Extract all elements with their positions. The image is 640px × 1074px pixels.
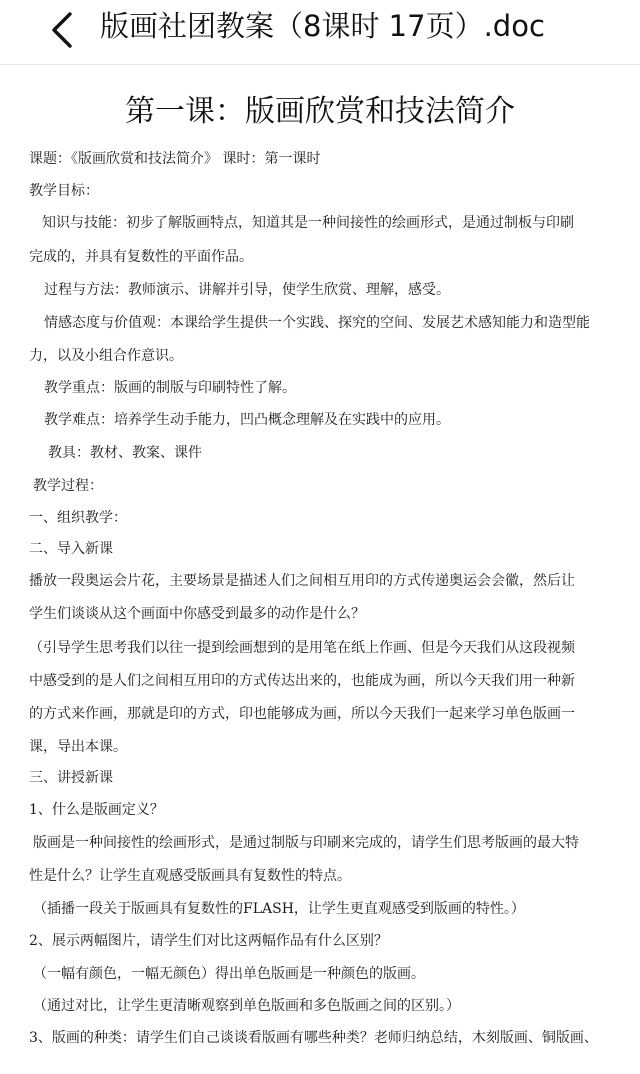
doc-line: 力，以及小组合作意识。	[29, 348, 183, 364]
document-page	[0, 66, 640, 1074]
doc-line: 三、讲授新课	[29, 770, 113, 786]
doc-line: 过程与方法：教师演示、讲解并引导，使学生欣赏、理解，感受。	[44, 282, 450, 298]
doc-line: 情感态度与价值观：本课给学生提供一个实践、探究的空间、发展艺术感知能力和造型能	[44, 315, 590, 331]
doc-line: 课，导出本课。	[29, 739, 127, 755]
doc-line: 二、导入新课	[29, 541, 113, 557]
doc-line: 版画是一种间接性的绘画形式，是通过制版与印刷来完成的，请学生们思考版画的最大特	[33, 835, 579, 851]
document-title: 版画社团教案（8课时 17页）.doc	[100, 9, 545, 43]
lesson-title: 第一课：版画欣赏和技法简介	[125, 94, 515, 129]
doc-line: 2、展示两幅图片，请学生们对比这两幅作品有什么区别？	[29, 933, 388, 949]
doc-line: 的方式来作画，那就是印的方式，印也能够成为画，所以今天我们一起来学习单色版画一	[29, 706, 575, 722]
doc-line: 教具：教材、教案、课件	[48, 445, 202, 461]
doc-line: （插播一段关于版画具有复数性的FLASH，让学生更直观感受到版画的特性。）	[33, 901, 525, 917]
doc-line: （一幅有颜色，一幅无颜色）得出单色版画是一种颜色的版画。	[33, 966, 425, 982]
doc-line: （引导学生思考我们以往一提到绘画想到的是用笔在纸上作画、但是今天我们从这段视频	[29, 640, 575, 656]
doc-line: 播放一段奥运会片花，主要场景是描述人们之间相互用印的方式传递奥运会会徽，然后让	[29, 573, 575, 589]
chevron-left-icon	[49, 11, 75, 49]
doc-line: 知识与技能：初步了解版画特点，知道其是一种间接性的绘画形式，是通过制板与印刷	[42, 215, 574, 231]
back-button[interactable]	[40, 8, 84, 52]
doc-line: （通过对比，让学生更清晰观察到单色版画和多色版画之间的区别。）	[33, 998, 460, 1014]
doc-line: 一、组织教学：	[29, 510, 127, 526]
doc-line: 教学过程：	[33, 478, 103, 494]
doc-line: 教学难点：培养学生动手能力，凹凸概念理解及在实践中的应用。	[44, 412, 450, 428]
doc-line: 课题：《版画欣赏和技法简介》 课时：第一课时	[29, 151, 321, 167]
doc-line: 完成的，并具有复数性的平面作品。	[29, 249, 253, 265]
doc-line: 中感受到的是人们之间相互用印的方式传达出来的，也能成为画，所以今天我们用一种新	[29, 673, 575, 689]
doc-line: 1、什么是版画定义？	[29, 802, 164, 818]
doc-line: 性是什么？让学生直观感受版画具有复数性的特点。	[29, 868, 351, 884]
doc-line: 教学目标：	[29, 183, 99, 199]
top-bar	[0, 0, 640, 65]
doc-line: 教学重点：版画的制版与印刷特性了解。	[44, 380, 296, 396]
doc-line: 学生们谈谈从这个画面中你感受到最多的动作是什么？	[29, 606, 365, 622]
doc-line: 3、版画的种类：请学生们自己谈谈看版画有哪些种类？老师归纳总结，木刻版画、铜版画、	[29, 1030, 598, 1046]
